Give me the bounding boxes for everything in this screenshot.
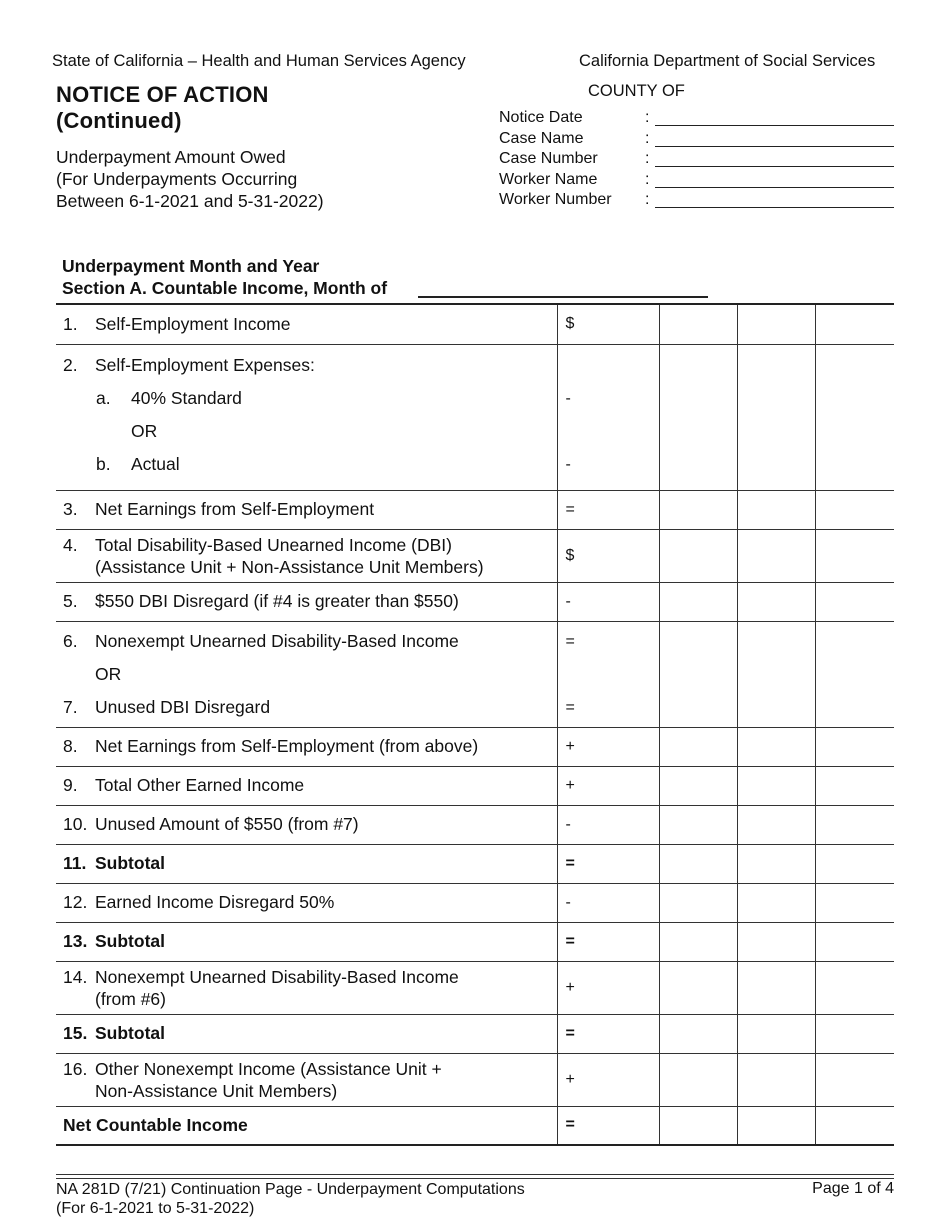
case-number-field[interactable]: Case Number : [499, 150, 899, 170]
amount-cell[interactable] [659, 344, 737, 490]
month-of-input-line[interactable] [418, 296, 708, 298]
amount-cell[interactable] [815, 1014, 894, 1053]
agency-name: State of California – Health and Human Services Agency [52, 52, 466, 70]
case-name-field[interactable]: Case Name : [499, 130, 899, 150]
table-row: 6. Nonexempt Unearned Disability-Based Income OR 7. Unused DBI Disregard = = [56, 621, 894, 727]
row-operator: = [557, 1014, 659, 1053]
row-operator: + [557, 961, 659, 1014]
worker-number-field[interactable]: Worker Number : [499, 191, 899, 211]
amount-cell[interactable] [737, 1106, 815, 1145]
row-operator: = [557, 490, 659, 529]
form-footer [56, 1180, 525, 1218]
amount-cell[interactable] [659, 922, 737, 961]
amount-cell[interactable] [815, 582, 894, 621]
document-title [56, 82, 269, 134]
row-label: Subtotal [95, 931, 165, 951]
row-label: Subtotal [95, 1023, 165, 1043]
worker-name-input-line[interactable] [655, 187, 894, 188]
row-label: Earned Income Disregard 50% [95, 892, 335, 912]
title-line-1: NOTICE OF ACTION [56, 82, 269, 107]
row-label: Nonexempt Unearned Disability-Based Income [95, 966, 459, 987]
document-subtitle [56, 146, 324, 212]
amount-cell[interactable] [815, 883, 894, 922]
worker-number-label: Worker Number [499, 191, 612, 208]
amount-cell[interactable] [737, 621, 815, 727]
subtitle-line-2: (For Underpayments Occurring [56, 169, 298, 189]
amount-cell[interactable] [737, 766, 815, 805]
row-operator: + [557, 766, 659, 805]
amount-cell[interactable] [737, 805, 815, 844]
row-label: Net Earnings from Self-Employment [95, 499, 375, 519]
row-operator: = [565, 698, 575, 716]
table-row: 5. $550 DBI Disregard (if #4 is greater than $550) - [56, 582, 894, 621]
amount-cell[interactable] [659, 805, 737, 844]
case-name-label: Case Name [499, 130, 584, 147]
row-operator: - [557, 582, 659, 621]
row-label: Self-Employment Income [95, 313, 291, 334]
row-label-continued: (from #6) [95, 988, 166, 1009]
case-number-label: Case Number [499, 150, 598, 167]
notice-date-input-line[interactable] [655, 125, 894, 126]
row-label: Total Disability-Based Unearned Income (DBI) [95, 534, 452, 555]
amount-cell[interactable] [659, 304, 737, 344]
amount-cell[interactable] [659, 1014, 737, 1053]
amount-cell[interactable] [737, 344, 815, 490]
row-label: Unused Amount of $550 (from #7) [95, 814, 359, 834]
amount-cell[interactable] [815, 727, 894, 766]
row-label: Nonexempt Unearned Disability-Based Income [95, 630, 459, 651]
row-label: $550 DBI Disregard (if #4 is greater than $550) [95, 591, 459, 611]
amount-cell[interactable] [737, 1053, 815, 1106]
amount-cell[interactable] [659, 582, 737, 621]
amount-cell[interactable] [659, 727, 737, 766]
amount-cell[interactable] [737, 304, 815, 344]
amount-cell[interactable] [815, 805, 894, 844]
or-label: OR [95, 663, 122, 684]
worker-name-label: Worker Name [499, 171, 598, 188]
notice-date-field[interactable]: Notice Date : [499, 109, 899, 129]
amount-cell[interactable] [815, 1053, 894, 1106]
table-row: 15. Subtotal = [56, 1014, 894, 1053]
row-operator: = [557, 922, 659, 961]
row-label-continued: Non-Assistance Unit Members) [95, 1080, 338, 1101]
row-operator: = [557, 844, 659, 883]
row-label: Actual [131, 453, 180, 474]
amount-cell[interactable] [659, 621, 737, 727]
amount-cell[interactable] [737, 1014, 815, 1053]
row-operator: = [557, 1106, 659, 1145]
table-row: 10. Unused Amount of $550 (from #7) - [56, 805, 894, 844]
page-number: Page 1 of 4 [812, 1180, 894, 1197]
notice-date-label: Notice Date [499, 109, 583, 126]
county-label: COUNTY OF [588, 82, 685, 100]
title-line-2: (Continued) [56, 108, 182, 133]
row-label: 40% Standard [131, 387, 242, 408]
table-row: 13. Subtotal = [56, 922, 894, 961]
table-row: 16. Other Nonexempt Income (Assistance Unit + Non-Assistance Unit Members) + [56, 1053, 894, 1106]
department-name: California Department of Social Services [579, 52, 876, 70]
table-row: 14. Nonexempt Unearned Disability-Based Income (from #6) + [56, 961, 894, 1014]
table-row: 1. Self-Employment Income $ [56, 304, 894, 344]
amount-cell[interactable] [815, 844, 894, 883]
income-computation-table [56, 303, 894, 1146]
section-heading [62, 255, 387, 299]
amount-cell[interactable] [815, 1106, 894, 1145]
case-name-input-line[interactable] [655, 146, 894, 147]
row-operator: $ [557, 304, 659, 344]
section-a-heading: Section A. Countable Income, Month of [62, 278, 388, 298]
row-label: Net Earnings from Self-Employment (from above) [95, 736, 479, 756]
amount-cell[interactable] [659, 844, 737, 883]
table-row: 4. Total Disability-Based Unearned Income (DBI) (Assistance Unit + Non-Assistance Unit Members) $ [56, 529, 894, 582]
amount-cell[interactable] [659, 529, 737, 582]
amount-cell[interactable] [737, 961, 815, 1014]
row-label-continued: (Assistance Unit + Non-Assistance Unit Members) [95, 556, 484, 577]
table-row: 12. Earned Income Disregard 50% - [56, 883, 894, 922]
underpayment-month-heading: Underpayment Month and Year [62, 256, 320, 276]
footer-divider [56, 1178, 894, 1179]
amount-cell[interactable] [815, 961, 894, 1014]
row-operator: - [565, 455, 571, 473]
subtitle-line-3: Between 6-1-2021 and 5-31-2022) [56, 191, 324, 211]
amount-cell[interactable] [815, 766, 894, 805]
row-operator: $ [557, 529, 659, 582]
amount-cell[interactable] [815, 529, 894, 582]
row-label: Self-Employment Expenses: [95, 354, 315, 375]
footer-divider [56, 1174, 894, 1175]
case-number-input-line[interactable] [655, 166, 894, 167]
table-row [56, 1106, 894, 1145]
worker-number-input-line[interactable] [655, 207, 894, 208]
amount-cell[interactable] [659, 766, 737, 805]
row-operator: + [557, 1053, 659, 1106]
form-date-range: (For 6-1-2021 to 5-31-2022) [56, 1200, 255, 1217]
amount-cell[interactable] [737, 727, 815, 766]
row-label: Unused DBI Disregard [95, 696, 271, 717]
row-operator: = [565, 632, 575, 650]
amount-cell[interactable] [737, 529, 815, 582]
table-row: 3. Net Earnings from Self-Employment = [56, 490, 894, 529]
table-row: 11. Subtotal = [56, 844, 894, 883]
amount-cell[interactable] [815, 490, 894, 529]
net-countable-income-label: Net Countable Income [56, 1106, 557, 1145]
row-operator: - [557, 805, 659, 844]
amount-cell[interactable] [815, 304, 894, 344]
amount-cell[interactable] [659, 1106, 737, 1145]
row-operator: + [557, 727, 659, 766]
amount-cell[interactable] [659, 961, 737, 1014]
amount-cell[interactable] [815, 344, 894, 490]
amount-cell[interactable] [737, 844, 815, 883]
table-row: 9. Total Other Earned Income + [56, 766, 894, 805]
amount-cell[interactable] [815, 922, 894, 961]
row-label: Other Nonexempt Income (Assistance Unit + [95, 1058, 442, 1079]
row-label: Subtotal [95, 853, 165, 873]
worker-name-field[interactable]: Worker Name : [499, 171, 899, 191]
or-label: OR [131, 420, 158, 441]
amount-cell[interactable] [659, 883, 737, 922]
amount-cell[interactable] [659, 490, 737, 529]
subtitle-line-1: Underpayment Amount Owed [56, 147, 286, 167]
amount-cell[interactable] [815, 621, 894, 727]
amount-cell[interactable] [737, 922, 815, 961]
row-label: Total Other Earned Income [95, 775, 305, 795]
row-operator: - [565, 389, 571, 407]
amount-cell[interactable] [737, 490, 815, 529]
amount-cell[interactable] [659, 1053, 737, 1106]
form-id: NA 281D (7/21) Continuation Page - Underpayment Computations [56, 1181, 525, 1198]
table-row: 8. Net Earnings from Self-Employment (from above) + [56, 727, 894, 766]
table-row: 2. Self-Employment Expenses: a. 40% Standard OR b. Actual - - [56, 344, 894, 490]
amount-cell[interactable] [737, 582, 815, 621]
row-operator: - [557, 883, 659, 922]
amount-cell[interactable] [737, 883, 815, 922]
